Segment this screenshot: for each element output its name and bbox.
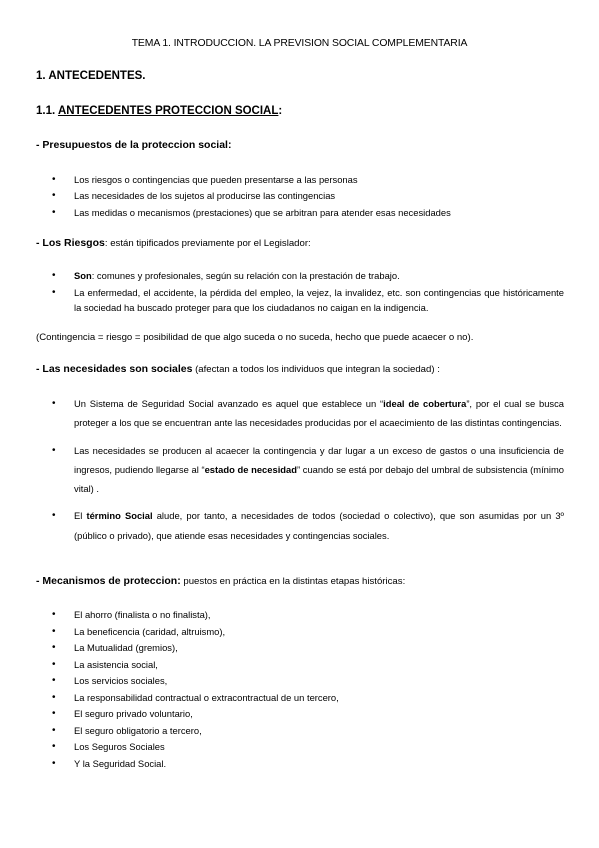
list-item — [0, 394, 564, 433]
necesidades-item2-bold: estado de necesidad — [204, 463, 297, 475]
necesidades-heading-text: Las necesidades son sociales — [42, 363, 193, 375]
riesgos-item1-rest: : comunes y profesionales, según su relación con la prestación de trabajo. — [91, 270, 400, 281]
necesidades-item2-c: ” cuando se está por debajo del umbral de subsistencia (mínimo vital) . — [74, 463, 564, 495]
list-item — [0, 441, 564, 499]
mecanismos-prefix: - — [36, 575, 43, 587]
riesgos-item1-bold: Son — [74, 270, 92, 281]
list-item: • La Mutualidad (gremios), — [0, 640, 564, 657]
subsection-heading — [36, 105, 282, 117]
list-item: • El seguro privado voluntario, — [0, 706, 564, 723]
riesgos-heading-rest: : están tipificados previamente por el Legislador: — [104, 238, 311, 249]
necesidades-item3-c: alude, por tanto, a necesidades de todos (sociedad o colectivo), que son asumidas por un 3º (público o privado), que atiende esas necesidades y contingencias sociales. — [74, 510, 564, 541]
list-item: • Las medidas o mecanismos (prestaciones) que se arbitran para atender esas necesidades — [0, 205, 564, 221]
necesidades-item3-a: El — [74, 510, 87, 522]
contingencia-note: (Contingencia = riesgo = posibilidad de que algo suceda o no suceda, hecho que puede acaecer o no). — [36, 332, 474, 343]
presupuestos-list — [0, 172, 564, 221]
list-item: • Y la Seguridad Social. — [0, 756, 564, 773]
list-item: • El seguro obligatorio a tercero, — [0, 723, 564, 740]
list-item: • La asistencia social, — [0, 657, 564, 674]
list-item: • La enfermedad, el accidente, la pérdida del empleo, la vejez, la invalidez, etc. son contingencias que históricamente la sociedad ha buscado proteger para que los ciudadanos no caigan en la indigencia. — [0, 285, 564, 316]
necesidades-item1-c: ”, por el cual se busca proteger a los que se encuentran ante las necesidades producidas por el acaecimiento de las distintas contingencias. — [74, 398, 564, 429]
list-item: • La responsabilidad contractual o extracontractual de un tercero, — [0, 690, 564, 707]
necesidades-item3-bold: término Social — [86, 510, 153, 522]
subsection-suffix: : — [278, 105, 283, 117]
list-item: • Los servicios sociales, — [0, 673, 564, 690]
section-heading: 1. ANTECEDENTES. — [36, 70, 146, 82]
necesidades-item1-bold: ideal de cobertura — [383, 398, 467, 409]
necesidades-heading-rest: (afectan a todos los individuos que integran la sociedad) : — [192, 364, 440, 375]
riesgos-heading — [36, 237, 311, 249]
list-item: • Los Seguros Sociales — [0, 739, 564, 756]
list-item: • La beneficencia (caridad, altruismo), — [0, 624, 564, 641]
presupuestos-heading — [36, 139, 231, 151]
necesidades-list — [0, 394, 564, 553]
mecanismos-heading-text: Mecanismos de proteccion: — [42, 575, 181, 587]
list-item: • Las necesidades de los sujetos al producirse las contingencias — [0, 188, 564, 204]
presupuestos-heading-text: - Presupuestos de la proteccion social: — [36, 139, 232, 151]
subsection-number: 1.1. — [36, 105, 58, 117]
mecanismos-list — [0, 607, 564, 772]
necesidades-prefix: - — [36, 363, 43, 375]
necesidades-item2-a: Las necesidades se producen al acaecer la contingencia y dar lugar a un exceso de gastos o una insuficiencia de ingresos, pudiendo llegarse al “ — [74, 444, 564, 475]
mecanismos-heading-rest: puestos en práctica en la distintas etapas históricas: — [180, 576, 406, 587]
riesgos-heading-text: Los Riesgos — [42, 237, 105, 249]
list-item: • Los riesgos o contingencias que pueden presentarse a las personas — [0, 172, 564, 188]
necesidades-item1-a: Un Sistema de Seguridad Social avanzado es aquel que establece un “ — [74, 398, 384, 409]
riesgos-prefix: - — [36, 237, 43, 249]
list-item — [0, 268, 564, 284]
necesidades-heading — [36, 363, 440, 375]
subsection-label: ANTECEDENTES PROTECCION SOCIAL — [57, 105, 279, 117]
riesgos-list — [0, 268, 564, 317]
document-title: TEMA 1. INTRODUCCION. LA PREVISION SOCIAL COMPLEMENTARIA — [131, 38, 468, 49]
mecanismos-heading — [36, 575, 405, 587]
list-item: • El ahorro (finalista o no finalista), — [0, 607, 564, 624]
list-item — [0, 506, 564, 545]
